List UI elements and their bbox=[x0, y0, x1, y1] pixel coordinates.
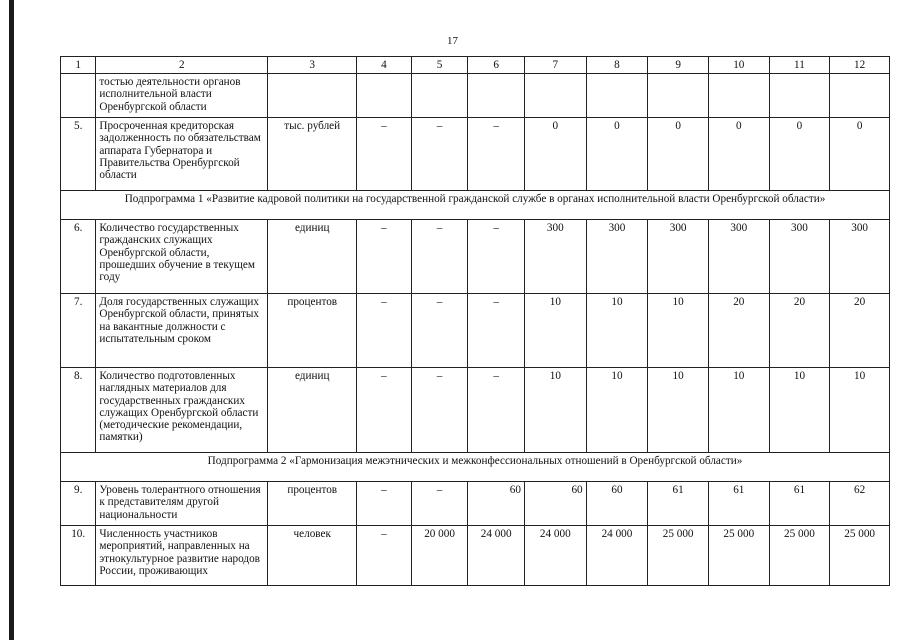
col-header: 5 bbox=[411, 57, 468, 74]
value-cell: 300 bbox=[586, 220, 648, 294]
value-cell: – bbox=[411, 368, 468, 453]
value-cell: 61 bbox=[648, 482, 709, 526]
value-cell: 10 bbox=[524, 294, 586, 368]
value-cell: – bbox=[468, 294, 525, 368]
value-cell: 60 bbox=[586, 482, 648, 526]
value-cell: 10 bbox=[830, 368, 890, 453]
value-cell: 0 bbox=[586, 118, 648, 191]
col-header: 9 bbox=[648, 57, 709, 74]
table-row bbox=[61, 220, 890, 294]
row-number: 8. bbox=[61, 368, 96, 453]
indicators-table bbox=[60, 56, 890, 586]
indicator-name: Уровень толерантного отношения к представителям другой национальности bbox=[96, 482, 268, 526]
value-cell: – bbox=[468, 220, 525, 294]
unit: процентов bbox=[268, 482, 357, 526]
value-cell: 10 bbox=[648, 368, 709, 453]
value-cell: 20 bbox=[769, 294, 830, 368]
indicator-name: Количество подготовленных наглядных материалов для государственных гражданских служащих Оренбургской области (методические рекомендации, памятки) bbox=[96, 368, 268, 453]
row-number: 10. bbox=[61, 526, 96, 586]
value-cell: 10 bbox=[524, 368, 586, 453]
value-cell: 0 bbox=[708, 118, 769, 191]
value-cell: 20 bbox=[830, 294, 890, 368]
value-cell: 300 bbox=[769, 220, 830, 294]
unit: процентов bbox=[268, 294, 357, 368]
value-cell: 10 bbox=[708, 368, 769, 453]
table-row bbox=[61, 526, 890, 586]
value-cell: – bbox=[357, 526, 412, 586]
value-cell: 10 bbox=[586, 294, 648, 368]
value-cell: 24 000 bbox=[524, 526, 586, 586]
row-number: 9. bbox=[61, 482, 96, 526]
row-number: 5. bbox=[61, 118, 96, 191]
indicator-name: Численность участников мероприятий, направленных на этнокультурное развитие народов России, проживающих bbox=[96, 526, 268, 586]
value-cell: – bbox=[411, 220, 468, 294]
value-cell: 60 bbox=[524, 482, 586, 526]
table-row bbox=[61, 118, 890, 191]
value-cell: 0 bbox=[648, 118, 709, 191]
value-cell: 300 bbox=[524, 220, 586, 294]
value-cell: 62 bbox=[830, 482, 890, 526]
subprogram-title: Подпрограмма 1 «Развитие кадровой политики на государственной гражданской службе в органах исполнительной власти Оренбургской области» bbox=[61, 191, 890, 220]
unit: единиц bbox=[268, 368, 357, 453]
value-cell: 0 bbox=[524, 118, 586, 191]
col-header: 7 bbox=[524, 57, 586, 74]
col-header: 12 bbox=[830, 57, 890, 74]
page-number: 17 bbox=[447, 35, 458, 47]
value-cell: 20 000 bbox=[411, 526, 468, 586]
value-cell: 300 bbox=[648, 220, 709, 294]
subprogram-row bbox=[61, 191, 890, 220]
value-cell: 20 bbox=[708, 294, 769, 368]
col-header: 4 bbox=[357, 57, 412, 74]
subprogram-title: Подпрограмма 2 «Гармонизация межэтнических и межконфессиональных отношений в Оренбургской области» bbox=[61, 453, 890, 482]
row-number: 6. bbox=[61, 220, 96, 294]
indicator-name: тостью деятельности органов исполнительной власти Оренбургской области bbox=[96, 74, 268, 118]
value-cell: – bbox=[411, 482, 468, 526]
value-cell: 10 bbox=[769, 368, 830, 453]
value-cell: 24 000 bbox=[586, 526, 648, 586]
table-row bbox=[61, 368, 890, 453]
value-cell: 25 000 bbox=[648, 526, 709, 586]
value-cell: 61 bbox=[708, 482, 769, 526]
value-cell: 10 bbox=[586, 368, 648, 453]
value-cell: 25 000 bbox=[769, 526, 830, 586]
value-cell: – bbox=[357, 368, 412, 453]
indicator-name: Доля государственных служащих Оренбургской области, принятых на вакантные должности с испытательным сроком bbox=[96, 294, 268, 368]
indicator-name: Количество государственных гражданских служащих Оренбургской области, прошедших обучение в текущем году bbox=[96, 220, 268, 294]
value-cell: – bbox=[468, 118, 525, 191]
col-header: 10 bbox=[708, 57, 769, 74]
column-number-row bbox=[61, 57, 890, 74]
value-cell: – bbox=[468, 368, 525, 453]
col-header: 3 bbox=[268, 57, 357, 74]
col-header: 11 bbox=[769, 57, 830, 74]
unit: человек bbox=[268, 526, 357, 586]
value-cell: 0 bbox=[769, 118, 830, 191]
unit: тыс. рублей bbox=[268, 118, 357, 191]
subprogram-row bbox=[61, 453, 890, 482]
value-cell: – bbox=[357, 220, 412, 294]
value-cell: 24 000 bbox=[468, 526, 525, 586]
indicator-name: Просроченная кредиторская задолженность по обязательствам аппарата Губернатора и Правительства Оренбургской области bbox=[96, 118, 268, 191]
value-cell: – bbox=[357, 294, 412, 368]
unit: единиц bbox=[268, 220, 357, 294]
value-cell: 300 bbox=[708, 220, 769, 294]
value-cell: 300 bbox=[830, 220, 890, 294]
value-cell: 25 000 bbox=[830, 526, 890, 586]
value-cell: 60 bbox=[468, 482, 525, 526]
scan-edge bbox=[9, 0, 14, 640]
value-cell: 10 bbox=[648, 294, 709, 368]
col-header: 6 bbox=[468, 57, 525, 74]
value-cell: – bbox=[411, 294, 468, 368]
col-header: 1 bbox=[61, 57, 96, 74]
table-row bbox=[61, 482, 890, 526]
value-cell: 61 bbox=[769, 482, 830, 526]
value-cell: – bbox=[357, 482, 412, 526]
value-cell: – bbox=[411, 118, 468, 191]
value-cell: 25 000 bbox=[708, 526, 769, 586]
col-header: 2 bbox=[96, 57, 268, 74]
value-cell: – bbox=[357, 118, 412, 191]
table-row bbox=[61, 294, 890, 368]
value-cell: 0 bbox=[830, 118, 890, 191]
table-row bbox=[61, 74, 890, 118]
row-number: 7. bbox=[61, 294, 96, 368]
col-header: 8 bbox=[586, 57, 648, 74]
